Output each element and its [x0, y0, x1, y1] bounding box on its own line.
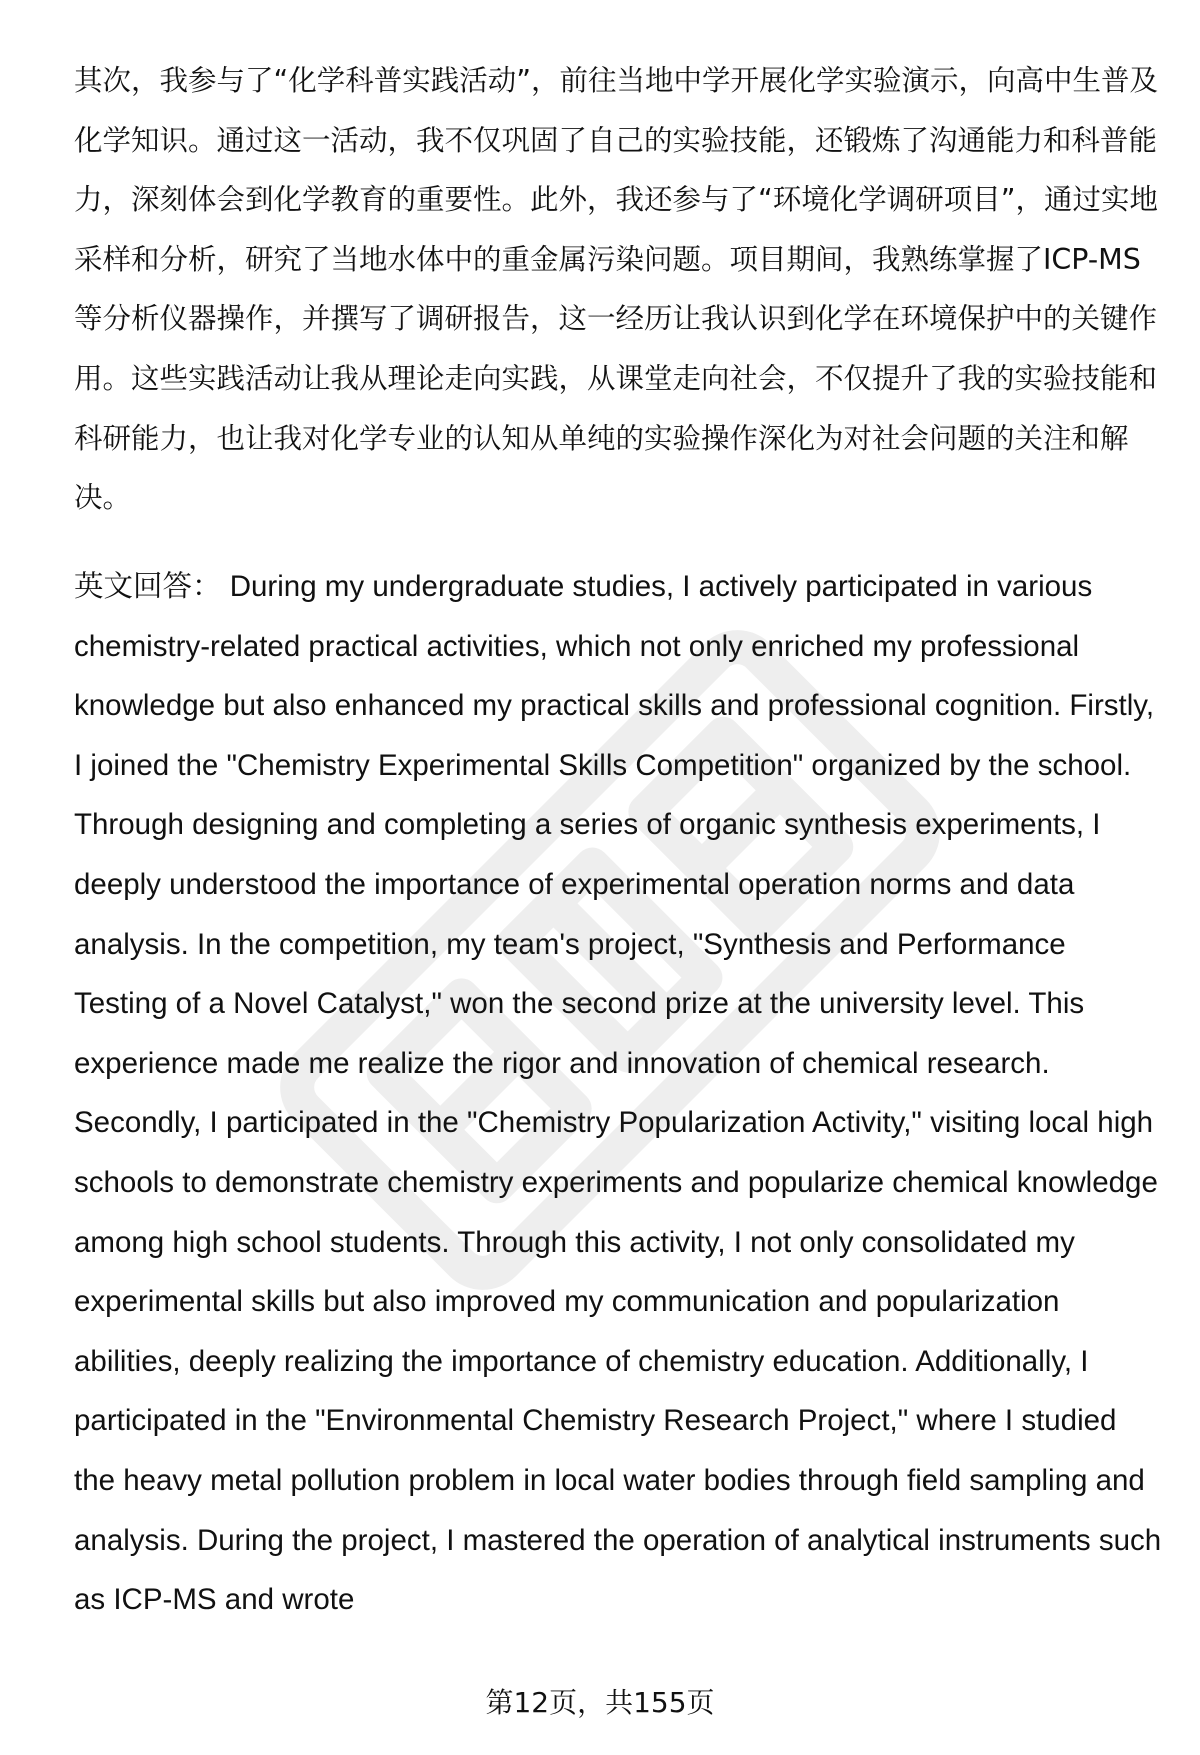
chinese-answer-paragraph: 其次，我参与了“化学科普实践活动”，前往当地中学开展化学实验演示，向高中生普及化学知识。通过这一活动，我不仅巩固了自己的实验技能，还锻炼了沟通能力和科普能力，深刻体会到化学教育的重要性。此外，我还参与了“环境化学调研项目”，通过实地采样和分析，研究了当地水体中的重金属污染问题。项目期间，我熟练掌握了ICP-MS等分析仪器操作，并撰写了调研报告，这一经历让我认识到化学在环境保护中的关键作用。这些实践活动让我从理论走向实践，从课堂走向社会，不仅提升了我的实验技能和科研能力，也让我对化学专业的认知从单纯的实验操作深化为对社会问题的关注和解决。 — [74, 64, 1159, 515]
english-answer-paragraph: 英文回答： During my undergraduate studies, I actively participated in various chemistry-related practical activities, which not only enriched my professional knowledge but also enhanced my practical skills and professional cognition. Firstly, I joined the "Chemistry Experimental Skills Competition" organized by the school. Through designing and completing a series of organic synthesis experiments, I deeply understood the importance of experimental operation norms and data analysis. In the competition, my team's project, "Synthesis and Performance Testing of a Novel Catalyst," won the second prize at the university level. This experience made me realize the rigor and innovation of chemical research. Secondly, I participated in the "Chemistry Popularization Activity," visiting local high schools to demonstrate chemistry experiments and popularize chemical knowledge among high school students. Through this activity, I not only consolidated my experimental skills but also improved my communication and popularization abilities, deeply realizing the importance of chemistry education. Additionally, I participated in the "Environmental Chemistry Research Project," where I studied the heavy metal pollution problem in local water bodies through field sampling and analysis. During the project, I mastered the operation of analytical instruments such as ICP-MS and wrote — [74, 570, 1162, 1617]
page-number-footer: 第12页，共155页 — [485, 1686, 715, 1719]
